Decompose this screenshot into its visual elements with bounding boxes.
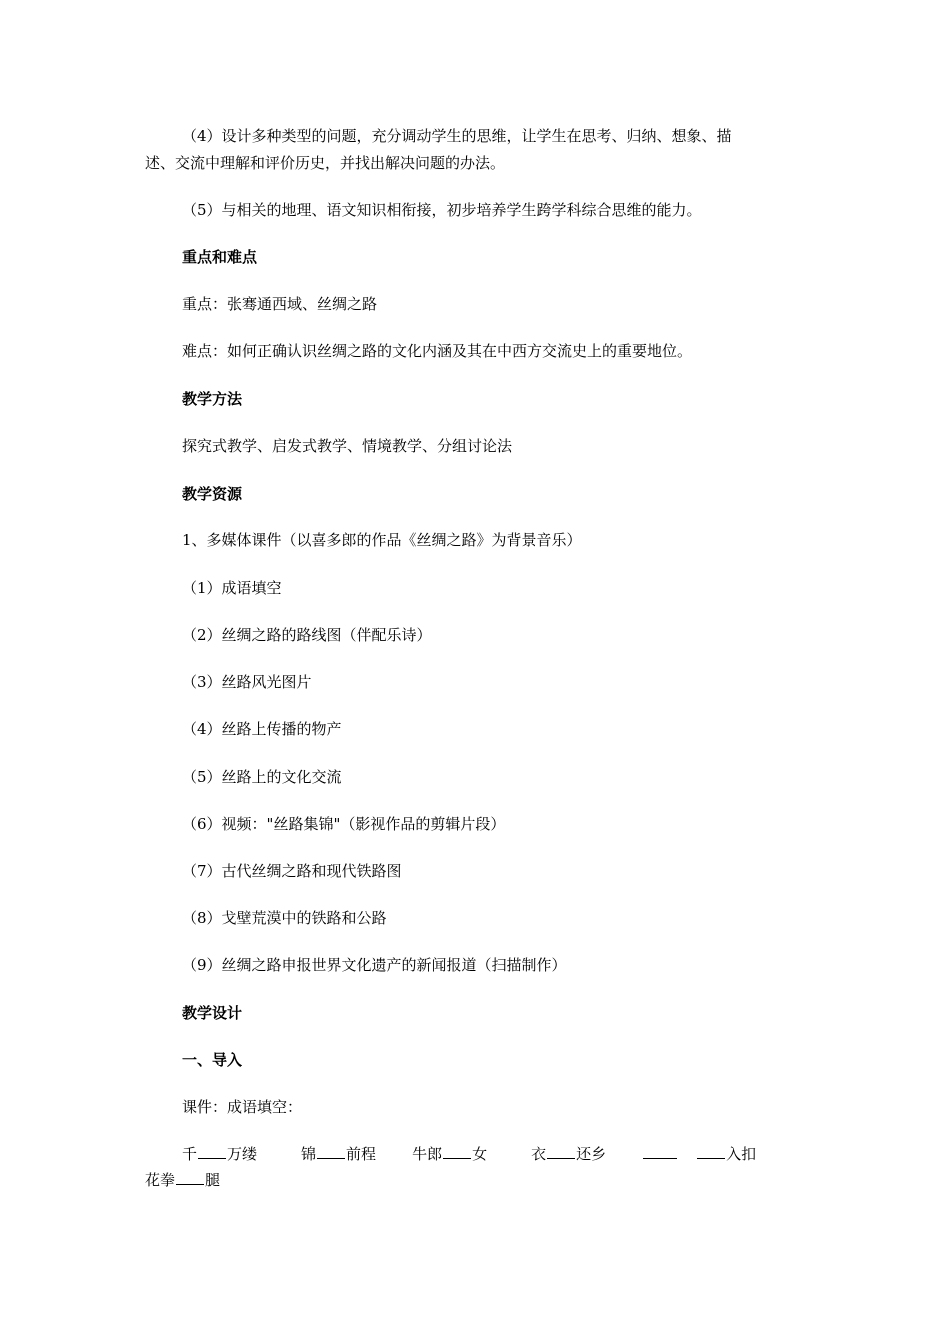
idiom-blank — [643, 1144, 677, 1159]
resource-item: （6）视频："丝路集锦"（影视作品的剪辑片段） — [182, 815, 506, 833]
resources-intro: 1、多媒体课件（以喜多郎的作品《丝绸之路》为背景音乐） — [182, 531, 582, 549]
resource-item: （8）戈壁荒漠中的铁路和公路 — [182, 909, 387, 927]
idiom-blank — [317, 1144, 345, 1159]
focus-text: 重点：张骞通西域、丝绸之路 — [182, 295, 378, 313]
resource-item: （2）丝绸之路的路线图（伴配乐诗） — [182, 626, 432, 644]
resource-item: （5）丝路上的文化交流 — [182, 768, 342, 786]
resource-item: （3）丝路风光图片 — [182, 673, 312, 691]
section-1-heading: 一、导入 — [182, 1051, 243, 1069]
idiom-1-prefix: 千 — [182, 1145, 198, 1163]
idiom-5-suffix: 入扣 — [726, 1145, 757, 1163]
idiom-2-suffix: 前程 — [346, 1145, 377, 1163]
idiom-6-prefix: 花拳 — [145, 1171, 176, 1189]
methods-text: 探究式教学、启发式教学、情境教学、分组讨论法 — [182, 437, 513, 455]
idiom-1-suffix: 万缕 — [227, 1145, 258, 1163]
key-points-heading: 重点和难点 — [182, 248, 258, 266]
difficulty-text: 难点：如何正确认识丝绸之路的文化内涵及其在中西方交流史上的重要地位。 — [182, 342, 693, 360]
objective-5: （5）与相关的地理、语文知识相衔接，初步培养学生跨学科综合思维的能力。 — [182, 201, 702, 219]
design-heading: 教学设计 — [182, 1004, 243, 1022]
resource-item: （1）成语填空 — [182, 579, 282, 597]
idiom-blank — [547, 1144, 575, 1159]
objective-4-line-1: （4）设计多种类型的问题，充分调动学生的思维，让学生在思考、归纳、想象、描 — [182, 127, 732, 145]
resource-item: （7）古代丝绸之路和现代铁路图 — [182, 862, 402, 880]
idiom-4-suffix: 还乡 — [576, 1145, 607, 1163]
idiom-fill-line — [182, 1144, 756, 1164]
methods-heading: 教学方法 — [182, 390, 243, 408]
resource-item: （9）丝绸之路申报世界文化遗产的新闻报道（扫描制作） — [182, 956, 567, 974]
idiom-6-suffix: 腿 — [205, 1171, 221, 1189]
idiom-3-suffix: 女 — [472, 1145, 488, 1163]
resource-item: （4）丝路上传播的物产 — [182, 720, 342, 738]
idiom-2-prefix: 锦 — [301, 1145, 317, 1163]
idiom-blank — [198, 1144, 226, 1159]
idiom-4-prefix: 衣 — [531, 1145, 547, 1163]
idiom-fill-line-2 — [145, 1170, 220, 1190]
courseware-label: 课件：成语填空： — [182, 1098, 303, 1116]
resources-heading: 教学资源 — [182, 485, 243, 503]
idiom-3-prefix: 牛郎 — [412, 1145, 443, 1163]
idiom-blank — [176, 1170, 204, 1185]
objective-4-line-2: 述、交流中理解和评价历史，并找出解决问题的办法。 — [145, 154, 506, 172]
idiom-blank — [697, 1144, 725, 1159]
idiom-blank — [443, 1144, 471, 1159]
